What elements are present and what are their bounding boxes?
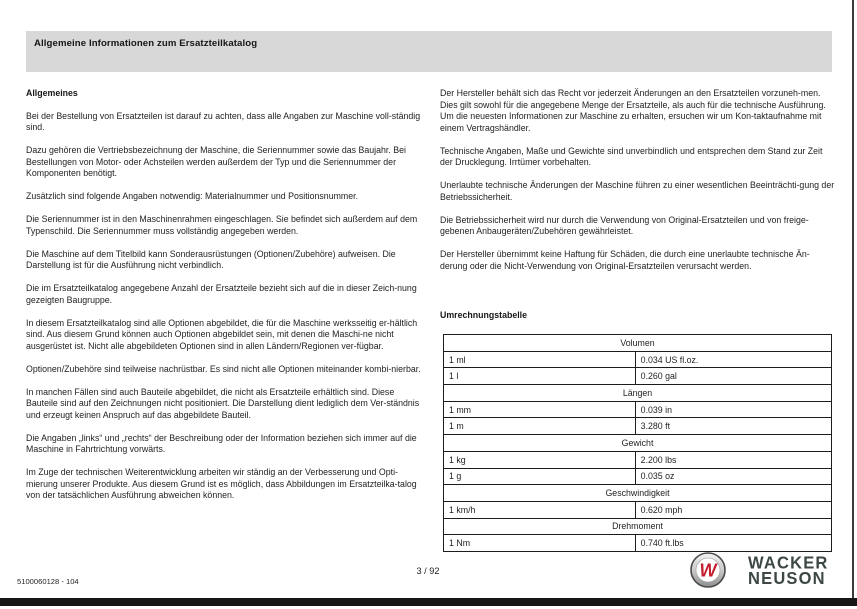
page-right-border [852, 0, 854, 598]
conversion-table [443, 334, 832, 552]
paragraph: In manchen Fällen sind auch Bauteile abgebildet, die nicht als Ersatzteile erhältlich sind. Diese Bauteile sind auf den Zeichnungen nicht positioniert. Die Darstellung dient lediglich dem Ver-ständnis und erzeugt keinen Anspruch auf das abgebildete Bauteil. [26, 386, 420, 420]
page-title-bar [26, 31, 832, 72]
brand-line1: WACKER [748, 553, 829, 573]
table-cell-imperial: 3.280 ft [635, 418, 831, 435]
table-row [444, 451, 832, 468]
table-cell-metric: 1 l [444, 368, 636, 385]
paragraph: Unerlaubte technische Änderungen der Maschine führen zu einer wesentlichen Beeinträchti-gung der Betriebssicherheit. [440, 180, 835, 202]
table-cell-imperial: 0.740 ft.lbs [635, 535, 831, 552]
paragraph: Die Betriebssicherheit wird nur durch die Verwendung von Original-Ersatzteilen und von freige-gebenen Anbaugeräten/Zubehören gewährleistet. [440, 214, 809, 236]
table-section-title: Längen [444, 385, 832, 402]
right-column [440, 88, 835, 284]
table-section-row [444, 435, 832, 452]
paragraph: Der Hersteller übernimmt keine Haftung für Schäden, die durch eine unerlaubte technische Än-derung oder die Nicht-Verwendung von Original-Ersatzteilen verursacht werden. [440, 249, 810, 271]
table-cell-imperial: 0.620 mph [635, 501, 831, 518]
table-cell-metric: 1 Nm [444, 535, 636, 552]
table-row [444, 418, 832, 435]
table-section-row [444, 335, 832, 352]
table-row [444, 535, 832, 552]
table-section-row [444, 485, 832, 502]
table-cell-imperial: 0.035 oz [635, 468, 831, 485]
section-heading-allgemeines: Allgemeines [26, 88, 78, 98]
table-cell-imperial: 0.034 US fl.oz. [635, 351, 831, 368]
table-cell-metric: 1 mm [444, 401, 636, 418]
table-section-title: Volumen [444, 335, 832, 352]
paragraph: Bei der Bestellung von Ersatzteilen ist darauf zu achten, dass alle Angaben zur Maschine voll-ständig sind. [26, 110, 421, 132]
wacker-neuson-emblem-icon [690, 552, 726, 588]
paragraph: Zusätzlich sind folgende Angaben notwendig: Materialnummer und Positionsnummer. [26, 191, 359, 201]
table-cell-metric: 1 km/h [444, 501, 636, 518]
page-bottom-bar [0, 598, 857, 606]
paragraph: Die im Ersatzteilkatalog angegebene Anzahl der Ersatzteile bezieht sich auf die in dieser Zeich-nung gezeigten Baugruppe. [26, 283, 417, 305]
table-cell-metric: 1 ml [444, 351, 636, 368]
document-number: 5100060128 - 104 [17, 577, 79, 586]
table-row [444, 501, 832, 518]
paragraph: Dazu gehören die Vertriebsbezeichnung der Maschine, die Seriennummer sowie das Baujahr. Bei Bestellungen von Motor- oder Achsteilen werden außerdem der Typ und die Seriennummer der Komponenten benötigt. [26, 145, 406, 178]
table-section-title: Drehmoment [444, 518, 832, 535]
table-row [444, 401, 832, 418]
page-indicator: 3 / 92 [416, 566, 440, 576]
paragraph: Die Seriennummer ist in den Maschinenrahmen eingeschlagen. Sie befindet sich außerdem auf dem Typenschild. Die Seriennummer muss vollständig angegeben werden. [26, 214, 418, 236]
paragraph: Der Hersteller behält sich das Recht vor jederzeit Änderungen an den Ersatzteilen vorzuneh-men. Dies gilt sowohl für die angegebene Menge der Ersatzteile, als auch für die technische Ausführung. Um die neuesten Informationen zur Maschine zu erhalten, ersuchen wir um Kon-taktaufnahme mit einem Vertragshändler. [440, 88, 826, 133]
paragraph: In diesem Ersatzteilkatalog sind alle Optionen abgebildet, die für die Maschine werksseitig er-hältlich sind. Aus diesem Grund können auch Optionen abgebildet sein, mit denen die Maschi-ne nicht ausgerüstet ist. Nicht alle abgebildeten Optionen sind in allen Ländern/Regionen ver-fügbar. [26, 317, 418, 351]
page-title: Allgemeine Informationen zum Ersatzteilkatalog [34, 38, 258, 49]
table-cell-metric: 1 m [444, 418, 636, 435]
table-cell-metric: 1 kg [444, 451, 636, 468]
table-cell-metric: 1 g [444, 468, 636, 485]
conversion-table-heading: Umrechnungstabelle [440, 310, 528, 320]
table-row [444, 351, 832, 368]
paragraph: Optionen/Zubehöre sind teilweise nachrüstbar. Es sind nicht alle Optionen miteinander kombi-nierbar. [26, 363, 421, 374]
table-cell-imperial: 0.260 gal [635, 368, 831, 385]
table-section-title: Geschwindigkeit [444, 485, 832, 502]
table-row [444, 468, 832, 485]
paragraph: Die Maschine auf dem Titelbild kann Sonderausrüstungen (Optionen/Zubehöre) aufweisen. Die Darstellung ist für die Ausführung nicht verbindlich. [26, 248, 396, 270]
brand-line2: NEUSON [748, 568, 826, 588]
left-column [26, 88, 421, 513]
table-section-row [444, 518, 832, 535]
brand-wordmark [748, 553, 829, 588]
table-section-row [444, 385, 832, 402]
table-row [444, 368, 832, 385]
table-cell-imperial: 0.039 in [635, 401, 831, 418]
emblem-letter: W [699, 560, 717, 581]
brand-logo [690, 552, 829, 588]
paragraph: Die Angaben „links“ und „rechts“ der Beschreibung oder der Information beziehen sich immer auf die Maschine in Fahrtrichtung vorwärts. [26, 432, 417, 454]
table-section-title: Gewicht [444, 435, 832, 452]
table-cell-imperial: 2.200 lbs [635, 451, 831, 468]
paragraph: Im Zuge der technischen Weiterentwicklung arbeiten wir ständig an der Verbesserung und Opti-mierung unserer Produkte. Aus diesem Grund ist es möglich, dass Abbildungen im Ersatzteilka-talog von der tatsächlichen Ausführung abweichen können. [26, 467, 417, 500]
paragraph: Technische Angaben, Maße und Gewichte sind unverbindlich und entsprechen dem Stand zur Zeit der Drucklegung. Irrtümer vorbehalten. [440, 145, 823, 167]
